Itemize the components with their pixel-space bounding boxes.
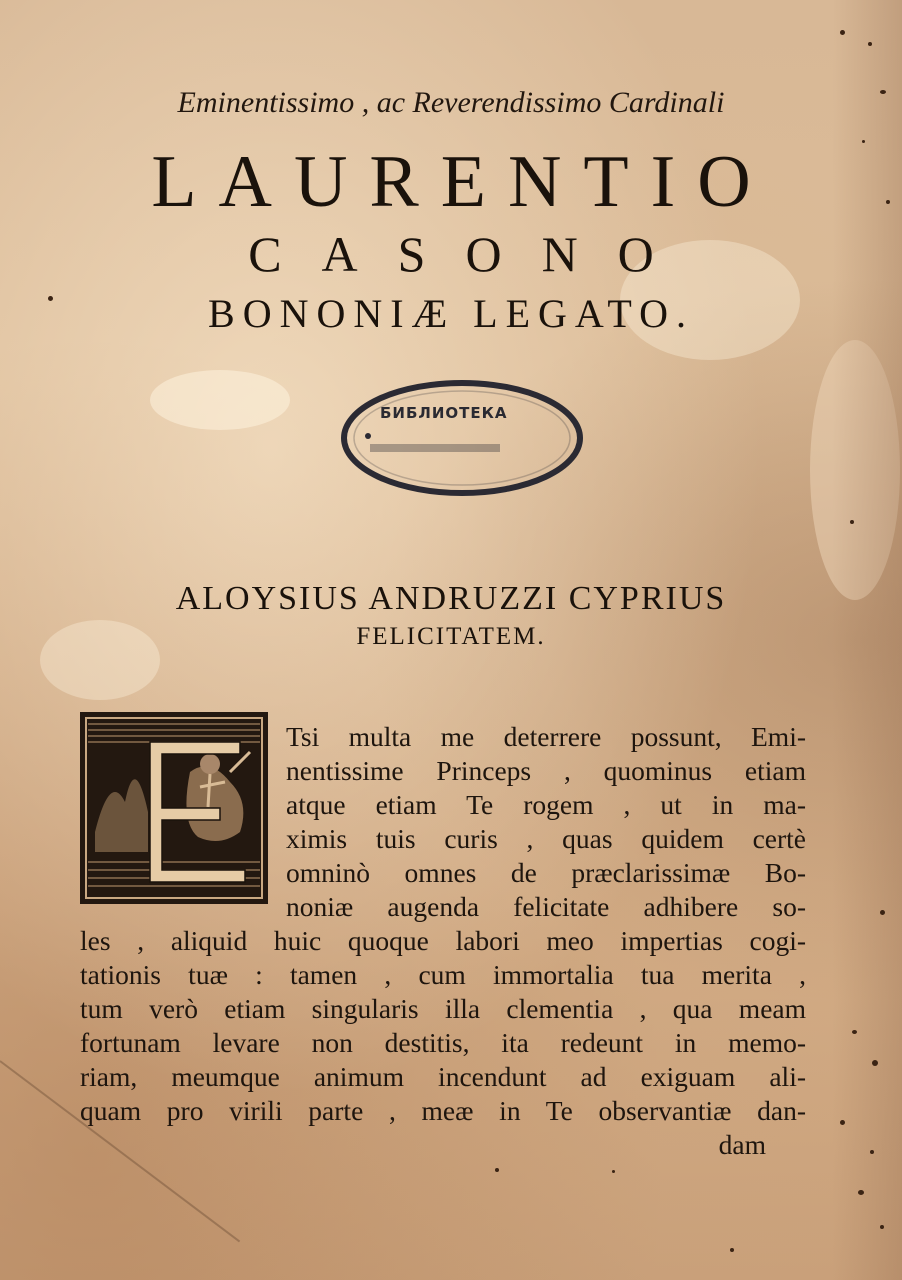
body-line: tum verò etiam singularis illa clementia , qua meam [80,993,806,1024]
stamp-label: БИБЛИОТЕКА [380,404,508,422]
author-line: ALOYSIUS ANDRUZZI CYPRIUS [175,580,727,617]
body-line: omninò omnes de præclarissimæ Bo- [286,857,806,888]
body-full-block [80,924,806,1162]
body-indented-block [286,720,806,924]
greeting-line: FELICITATEM. [356,623,546,650]
body-line: nentissime Princeps , quominus etiam [286,755,806,786]
body-line: les , aliquid huic quoque labori meo impertias cogi- [80,925,806,956]
body-line: fortunam levare non destitis, ita redeunt in memo- [80,1027,806,1058]
recipient-name-line-2: CASONO [248,226,694,282]
body-line: tationis tuæ : tamen , cum immortalia tua merita , [80,959,806,990]
body-line: noniæ augenda felicitate adhibere so- [286,891,806,922]
body-line: Tsi multa me deterrere possunt, Emi- [286,721,806,752]
paper-stain [150,370,290,430]
dedication-line: Eminentissimo , ac Reverendissimo Cardinali [177,86,725,119]
recipient-title-line: BONONIÆ LEGATO. [208,291,694,336]
recipient-name-line-1: LAURENTIO [151,141,773,223]
library-stamp [340,378,584,498]
body-line: riam, meumque animum incendunt ad exiguam ali- [80,1061,806,1092]
catchword: dam [718,1129,766,1160]
body-line: quam pro virili parte , meæ in Te observantiæ dan- [80,1095,806,1126]
body-line: atque etiam Te rogem , ut in ma- [286,789,806,820]
body-line: ximis tuis curis , quas quidem certè [286,823,806,854]
woodcut-initial-e [80,712,268,904]
